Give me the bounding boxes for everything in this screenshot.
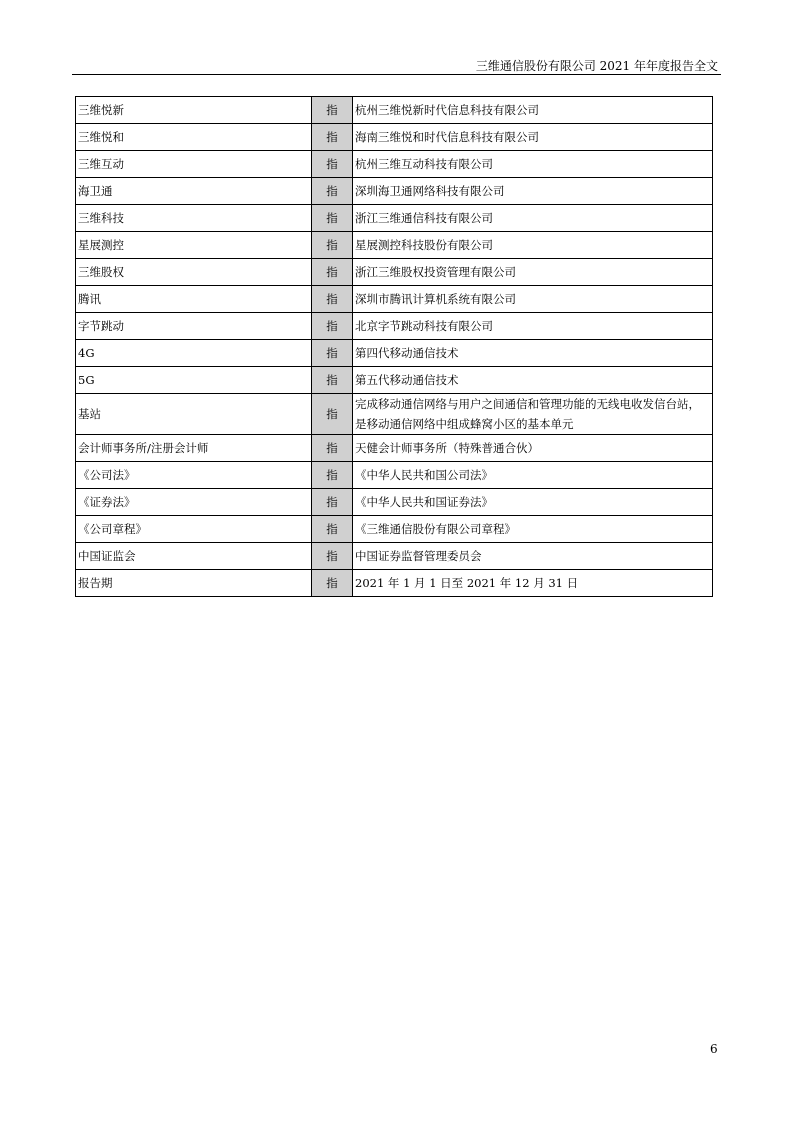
table-row [76,367,713,394]
separator-cell: 指 [312,232,353,259]
term-cell: 4G [76,340,312,367]
table-row [76,543,713,570]
table-row [76,286,713,313]
term-cell: 三维悦新 [76,97,312,124]
separator-cell: 指 [312,178,353,205]
term-cell: 三维科技 [76,205,312,232]
term-cell: 《公司章程》 [76,516,312,543]
definition-cell: 海南三维悦和时代信息科技有限公司 [353,124,713,151]
table-row [76,394,713,435]
separator-cell: 指 [312,435,353,462]
definition-cell: 杭州三维悦新时代信息科技有限公司 [353,97,713,124]
definition-cell: 《中华人民共和国证券法》 [353,489,713,516]
definition-cell: 浙江三维通信科技有限公司 [353,205,713,232]
term-cell: 星展测控 [76,232,312,259]
definition-cell: 《中华人民共和国公司法》 [353,462,713,489]
term-cell: 海卫通 [76,178,312,205]
term-cell: 基站 [76,394,312,435]
table-row [76,313,713,340]
definition-cell: 2021 年 1 月 1 日至 2021 年 12 月 31 日 [353,570,713,597]
term-cell: 《公司法》 [76,462,312,489]
table-row [76,489,713,516]
table-row [76,516,713,543]
separator-cell: 指 [312,570,353,597]
definition-cell: 深圳海卫通网络科技有限公司 [353,178,713,205]
table-row [76,570,713,597]
header-rule [72,74,721,75]
term-cell: 会计师事务所/注册会计师 [76,435,312,462]
running-header: 三维通信股份有限公司 2021 年年度报告全文 [475,59,718,73]
separator-cell: 指 [312,313,353,340]
definition-cell: 浙江三维股权投资管理有限公司 [353,259,713,286]
term-cell: 字节跳动 [76,313,312,340]
separator-cell: 指 [312,543,353,570]
table-row [76,232,713,259]
term-cell: 三维互动 [76,151,312,178]
separator-cell: 指 [312,394,353,435]
separator-cell: 指 [312,340,353,367]
definitions-table [75,96,713,597]
separator-cell: 指 [312,367,353,394]
term-cell: 三维股权 [76,259,312,286]
table-row [76,97,713,124]
definition-cell: 第五代移动通信技术 [353,367,713,394]
term-cell: 腾讯 [76,286,312,313]
definition-cell: 星展测控科技股份有限公司 [353,232,713,259]
table-row [76,340,713,367]
term-cell: 中国证监会 [76,543,312,570]
separator-cell: 指 [312,259,353,286]
table-row [76,462,713,489]
definition-cell: 中国证券监督管理委员会 [353,543,713,570]
definition-cell: 《三维通信股份有限公司章程》 [353,516,713,543]
separator-cell: 指 [312,205,353,232]
separator-cell: 指 [312,97,353,124]
table-row [76,178,713,205]
table-row [76,124,713,151]
definition-cell: 北京字节跳动科技有限公司 [353,313,713,340]
table-row [76,435,713,462]
table-row [76,205,713,232]
term-cell: 三维悦和 [76,124,312,151]
definition-cell: 杭州三维互动科技有限公司 [353,151,713,178]
term-cell: 5G [76,367,312,394]
separator-cell: 指 [312,286,353,313]
definition-cell: 深圳市腾讯计算机系统有限公司 [353,286,713,313]
definition-cell: 第四代移动通信技术 [353,340,713,367]
table-row [76,151,713,178]
separator-cell: 指 [312,462,353,489]
definition-cell: 完成移动通信网络与用户之间通信和管理功能的无线电收发信台站，是移动通信网络中组成蜂窝小区的基本单元 [353,394,713,435]
term-cell: 《证券法》 [76,489,312,516]
page-number: 6 [710,1042,718,1056]
separator-cell: 指 [312,516,353,543]
table-row [76,259,713,286]
definition-cell: 天健会计师事务所（特殊普通合伙） [353,435,713,462]
separator-cell: 指 [312,124,353,151]
separator-cell: 指 [312,151,353,178]
separator-cell: 指 [312,489,353,516]
term-cell: 报告期 [76,570,312,597]
